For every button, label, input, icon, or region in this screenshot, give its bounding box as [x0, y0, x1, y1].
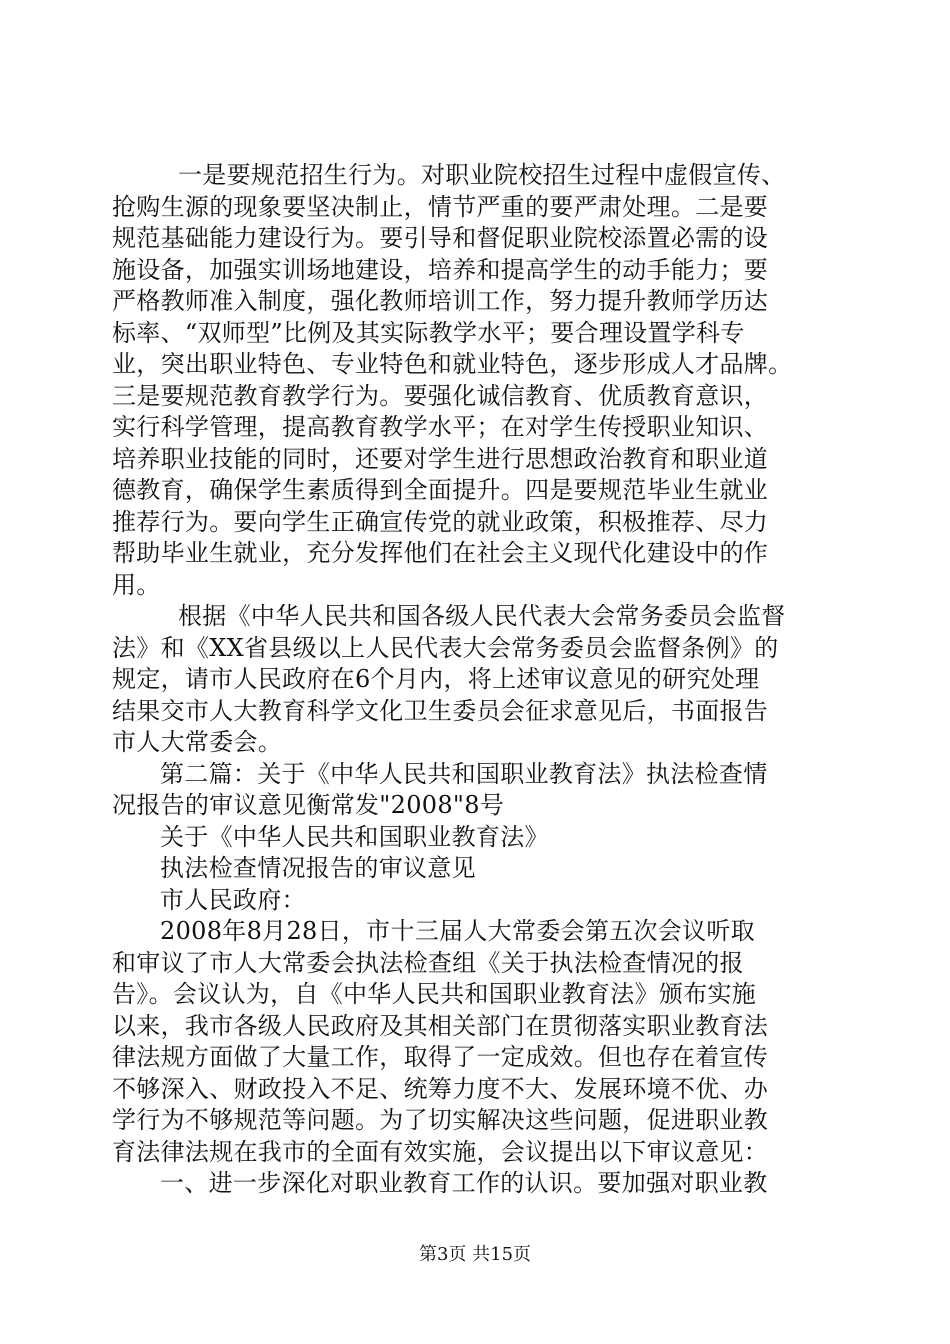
text-line: 用。: [112, 570, 161, 599]
text-line: 推荐行为。要向学生正确宣传党的就业政策，积极推荐、尽力: [112, 507, 769, 536]
text-line: 执法检查情况报告的审议意见: [160, 854, 476, 882]
text-line: 业，突出职业特色、专业特色和就业特色，逐步形成人才品牌。: [112, 350, 793, 378]
text-line: 告》。会议认为，自《中华人民共和国职业教育法》颁布实施: [112, 980, 757, 1008]
text-line: 第二篇：关于《中华人民共和国职业教育法》执法检查情: [160, 759, 768, 788]
text-line: 以来，我市各级人民政府及其相关部门在贯彻落实职业教育法: [112, 1011, 769, 1040]
text-line: 规定，请市人民政府在6个月内，将上述审议意见的研究处理: [112, 665, 760, 693]
text-line: 市人大常委会。: [112, 728, 283, 756]
text-line: 抢购生源的现象要坚决制止，情节严重的要严肃处理。二是要: [112, 192, 769, 221]
text-line: 实行科学管理，提高教育教学水平；在对学生传授职业知识、: [112, 413, 769, 441]
text-line: 严格教师准入制度，强化教师培训工作，努力提升教师学历达: [112, 287, 769, 315]
text-line: 根据《中华人民共和国各级人民代表大会常务委员会监督: [178, 602, 786, 630]
text-line: 一是要规范招生行为。对职业院校招生过程中虚假宣传、: [178, 161, 786, 189]
text-line: 育法律法规在我市的全面有效实施，会议提出以下审议意见：: [112, 1137, 769, 1166]
text-line: 标率、“双师型”比例及其实际教学水平；要合理设置学科专: [112, 318, 745, 347]
text-line: 法》和《XX省县级以上人民代表大会常务委员会监督条例》的: [112, 633, 779, 662]
text-line: 施设备，加强实训场地建设，培养和提高学生的动手能力；要: [112, 255, 769, 284]
text-line: 关于《中华人民共和国职业教育法》: [160, 822, 549, 851]
text-line: 和审议了市人大常委会执法检查组《关于执法检查情况的报: [112, 948, 744, 977]
text-line: 市人民政府：: [160, 885, 306, 914]
text-line: 况报告的审议意见衡常发"2008"8号: [112, 791, 505, 819]
text-line: 三是要规范教育教学行为。要强化诚信教育、优质教育意识，: [112, 381, 769, 410]
text-line: 培养职业技能的同时，还要对学生进行思想政治教育和职业道: [112, 444, 769, 473]
text-line: 学行为不够规范等问题。为了切实解决这些问题，促进职业教: [112, 1106, 769, 1134]
text-line: 结果交市人大教育科学文化卫生委员会征求意见后，书面报告: [112, 696, 769, 725]
text-line: 德教育，确保学生素质得到全面提升。四是要规范毕业生就业: [112, 476, 769, 504]
text-line: 2008年8月28日，市十三届人大常委会第五次会议听取: [160, 917, 755, 945]
text-line: 一、进一步深化对职业教育工作的认识。要加强对职业教: [160, 1169, 768, 1197]
text-line: 帮助毕业生就业，充分发挥他们在社会主义现代化建设中的作: [112, 539, 769, 567]
text-line: 律法规方面做了大量工作，取得了一定成效。但也存在着宣传: [112, 1043, 769, 1071]
text-line: 规范基础能力建设行为。要引导和督促职业院校添置必需的设: [112, 224, 769, 252]
page-footer: 第3页 共15页: [418, 1244, 532, 1265]
document-body: [112, 160, 852, 1200]
text-line: 不够深入、财政投入不足、统筹力度不大、发展环境不优、办: [112, 1074, 769, 1103]
